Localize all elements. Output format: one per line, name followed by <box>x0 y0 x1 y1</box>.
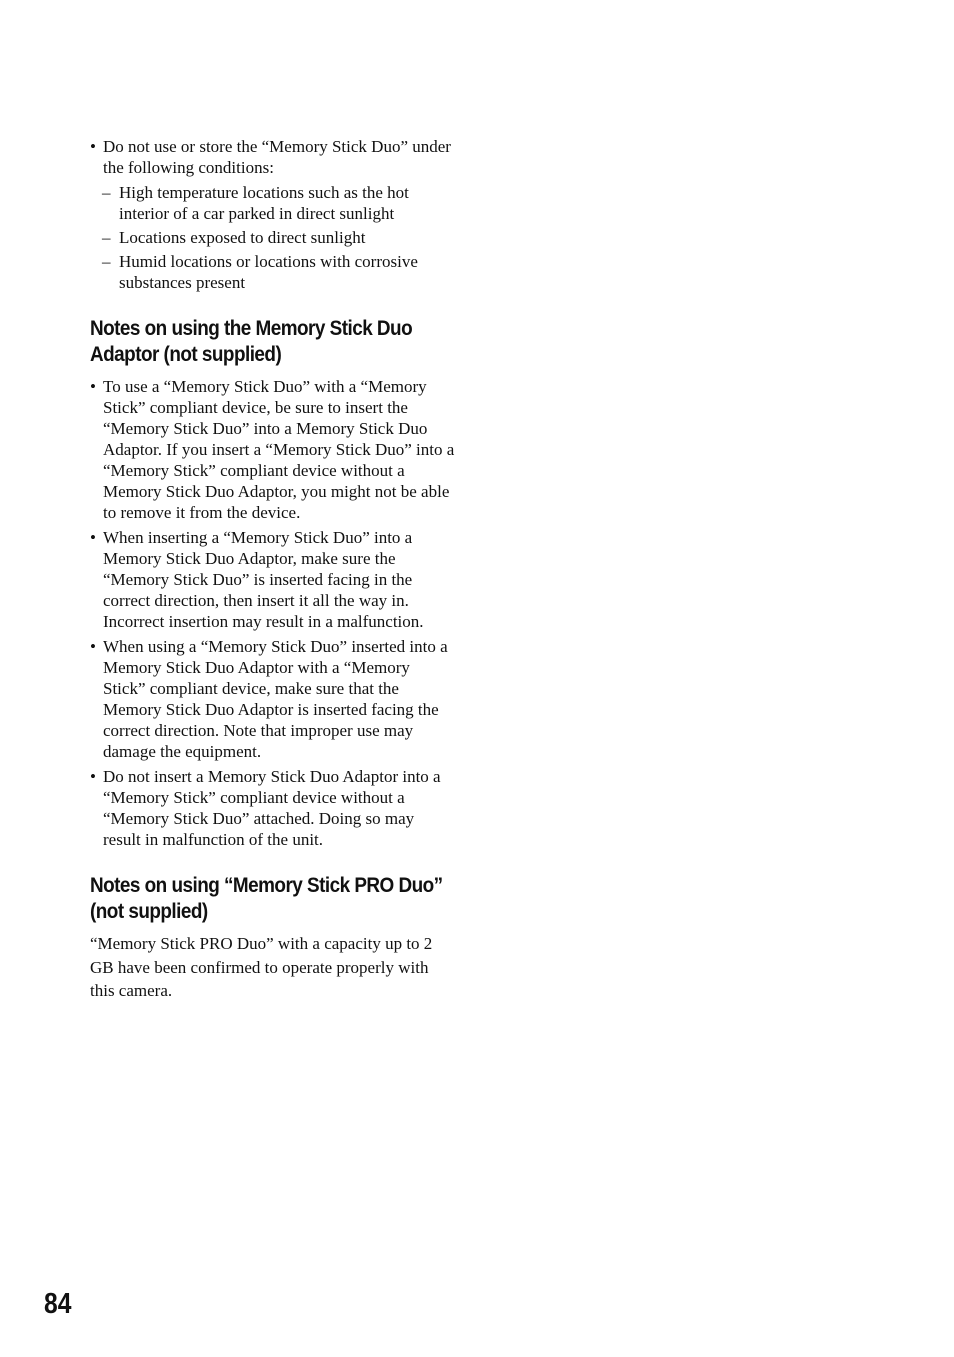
dash-mark: – <box>102 252 111 271</box>
bullet-text: Do not use or store the “Memory Stick Duo” under the following conditions: <box>103 137 451 177</box>
bullet-text: When using a “Memory Stick Duo” inserted into a Memory Stick Duo Adaptor with a “Memory Stick” compliant device, make sure that the Memory Stick Duo Adaptor is inserted facing the correct direction. Note that improper use may damage the equipment. <box>103 637 448 761</box>
bullet-mark: • <box>90 637 96 656</box>
sub-item-direct-sunlight <box>90 227 456 248</box>
sub-item-high-temperature <box>90 182 456 224</box>
bullet-text: When inserting a “Memory Stick Duo” into a Memory Stick Duo Adaptor, make sure the “Memory Stick Duo” is inserted facing in the correct direction, then insert it all the way in. Incorrect insertion may result in a malfunction. <box>103 528 424 631</box>
pro-duo-paragraph: “Memory Stick PRO Duo” with a capacity up to 2 GB have been confirmed to operate properly with this camera. <box>90 934 433 1000</box>
bullet-mark: • <box>90 767 96 786</box>
bullet-mark: • <box>90 137 96 156</box>
sub-item-text: High temperature locations such as the hot interior of a car parked in direct sunlight <box>119 183 409 223</box>
section-heading-pro-duo: Notes on using “Memory Stick PRO Duo” (not supplied) <box>90 873 443 923</box>
bullet-item-using-inserted <box>90 636 456 762</box>
bullet-mark: • <box>90 377 96 396</box>
dash-mark: – <box>102 228 111 247</box>
bullet-item-adaptor-use <box>90 376 456 523</box>
content-column <box>90 136 456 1003</box>
bullet-item-inserting <box>90 527 456 632</box>
bullet-mark: • <box>90 528 96 547</box>
bullet-item-storage <box>90 136 456 178</box>
bullet-text: To use a “Memory Stick Duo” with a “Memory Stick” compliant device, be sure to insert the “Memory Stick Duo” into a Memory Stick Duo Adaptor. If you insert a “Memory Stick Duo” into a “Memory Stick” compliant device without a Memory Stick Duo Adaptor, you might not be able to remove it from the device. <box>103 377 455 522</box>
sub-item-humid-locations <box>90 251 456 293</box>
sub-item-text: Locations exposed to direct sunlight <box>119 228 366 247</box>
section-heading-adaptor: Notes on using the Memory Stick Duo Adaptor (not supplied) <box>90 316 413 366</box>
bullet-item-no-empty-adaptor <box>90 766 456 850</box>
dash-mark: – <box>102 183 111 202</box>
sub-item-text: Humid locations or locations with corrosive substances present <box>119 252 418 292</box>
page-number: 84 <box>44 1288 72 1320</box>
bullet-text: Do not insert a Memory Stick Duo Adaptor into a “Memory Stick” compliant device without a “Memory Stick Duo” attached. Doing so may result in malfunction of the unit. <box>103 767 441 849</box>
